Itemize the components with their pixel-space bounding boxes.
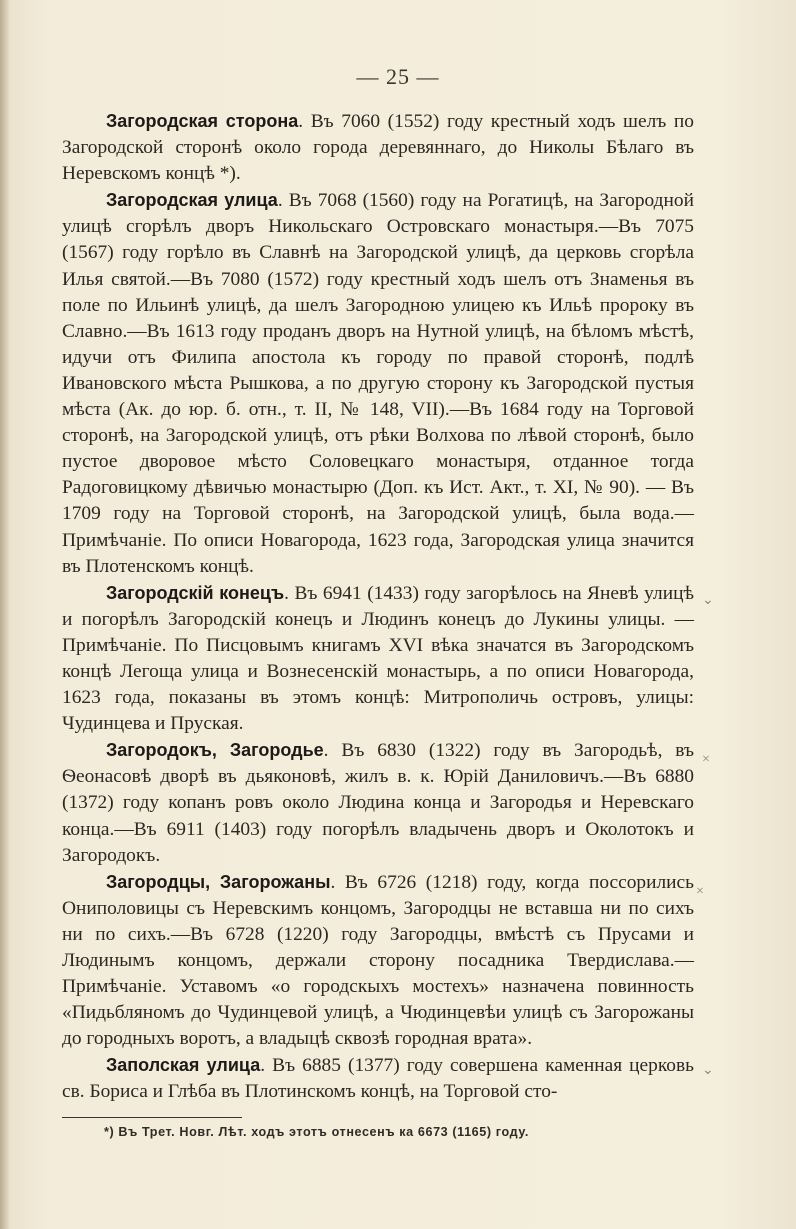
entry-text: . Въ 7060 (1552) году крестный ходъ шелъ по Загородской сторонѣ около города деревяннаго, до Николы Бѣлаго въ Неревскомъ концѣ *). <box>62 111 694 185</box>
entry-zagorodtsy <box>62 869 694 1053</box>
page-number: — 25 — <box>356 64 440 89</box>
entry-zapolskaya-ulitsa <box>62 1052 694 1105</box>
entry-zagorodskaya-storona <box>62 108 694 187</box>
entry-text: . Въ 7068 (1560) году на Рогатицѣ, на Загородной улицѣ сгорѣлъ дворъ Никольскаго Островскаго монастыря.—Въ 7075 (1567) году горѣло въ Славнѣ на Загородской улицѣ, да церковь сгорѣла Илья святой.—Въ 7080 (1572) году крестный ходъ шелъ отъ Знаменья въ поле по Ильинѣ улицѣ, да шелъ Загородною улицею къ Ильѣ пророку въ Славно.—Въ 1613 году проданъ дворъ на Нутной улицѣ, на бѣломъ мѣстѣ, идучи отъ Филипа апостола къ городу по правой сторонѣ, подлѣ Ивановского мѣста Рышкова, а по другую сторону къ Загородской пустыя мѣста (Ак. до юр. б. отн., т. II, № 148, VII).—Въ 1684 году на Торговой сторонѣ, на Загородской улицѣ, отъ рѣки Волхова по лѣвой сторонѣ, было пустое дворовое мѣсто Соловецкаго монастыря, отданное тогда Радоговицкому дѣвичью монастырю (Доп. къ Ист. Акт., т. XI, № 90). — Въ 1709 году на Торговой сторонѣ, на Загородской улицѣ, была вода.—Примѣчаніе. По описи Новагорода, 1623 года, Загородская улица значится въ Плотенскомъ концѣ. <box>62 190 694 577</box>
page-body <box>62 108 694 1106</box>
margin-mark: ⌄ <box>702 1063 714 1078</box>
footnote: *) Въ Трет. Новг. Лѣт. ходъ этотъ отнесенъ ка 6673 (1165) году. <box>104 1125 529 1139</box>
entry-heading: Загородокъ, Загородье <box>106 740 324 761</box>
margin-mark: ⌄ <box>702 593 714 608</box>
footnote-divider <box>62 1117 242 1118</box>
entry-zagorodok <box>62 737 694 868</box>
entry-text: . Въ 6941 (1433) году загорѣлось на Яневѣ улицѣ и погорѣлъ Загородскій конецъ и Людинъ конецъ до Лукины улицы. — Примѣчаніе. По Писцовымъ книгамъ XVI вѣка значатся въ Загородскомъ концѣ Легоща улица и Вознесенскій монастырь, а по описи Новагорода, 1623 года, показаны въ этомъ концѣ: Митрополичь островъ, улицы: Чудинцева и Пруская. <box>62 582 694 735</box>
entry-heading: Загородцы, Загорожаны <box>106 871 331 892</box>
entry-heading: Загородскій конецъ <box>106 582 285 603</box>
entry-zagorodskaya-ulitsa <box>62 187 694 579</box>
margin-mark: × <box>696 884 704 899</box>
entry-zagorodskiy-konets <box>62 580 694 738</box>
binding-shadow <box>0 0 10 1229</box>
entry-text: . Въ 6830 (1322) году въ Загородьѣ, въ Ѳеонасовѣ дворѣ въ дьяконовѣ, жилъ в. к. Юрій Даниловичъ.—Въ 6880 (1372) году копанъ ровъ около Людина конца и Загородья и Неревскаго конца.—Въ 6911 (1403) году погорѣлъ владычень дворъ и Околотокъ и Загородокъ. <box>62 740 694 866</box>
entry-heading: Загородская улица <box>106 190 278 211</box>
entry-text: . Въ 6726 (1218) году, когда поссорились Ониполовицы съ Неревскимъ концомъ, Загородцы не вставша ни по сихъ ни по сихъ.—Въ 6728 (1220) году Загородцы, вмѣстѣ съ Прусами и Людинымъ концомъ, держали сторону посадника Твердислава.—Примѣчаніе. Уставомъ «о городскыхъ мостехъ» назначена повинность «Пидьбляномъ до Чудинцевой улицѣ, а Чюдинцевѣи улицѣ съ Загорожаны до городныхъ воротъ, а владыцѣ сквозѣ городная врата». <box>62 871 694 1050</box>
entry-heading: Заполская улица <box>106 1055 261 1076</box>
entry-text: . Въ 6885 (1377) году совершена каменная церковь св. Бориса и Глѣба въ Плотинскомъ концѣ, на Торговой сто- <box>62 1055 694 1103</box>
entry-heading: Загородская сторона <box>106 111 299 131</box>
margin-mark: × <box>702 752 710 767</box>
